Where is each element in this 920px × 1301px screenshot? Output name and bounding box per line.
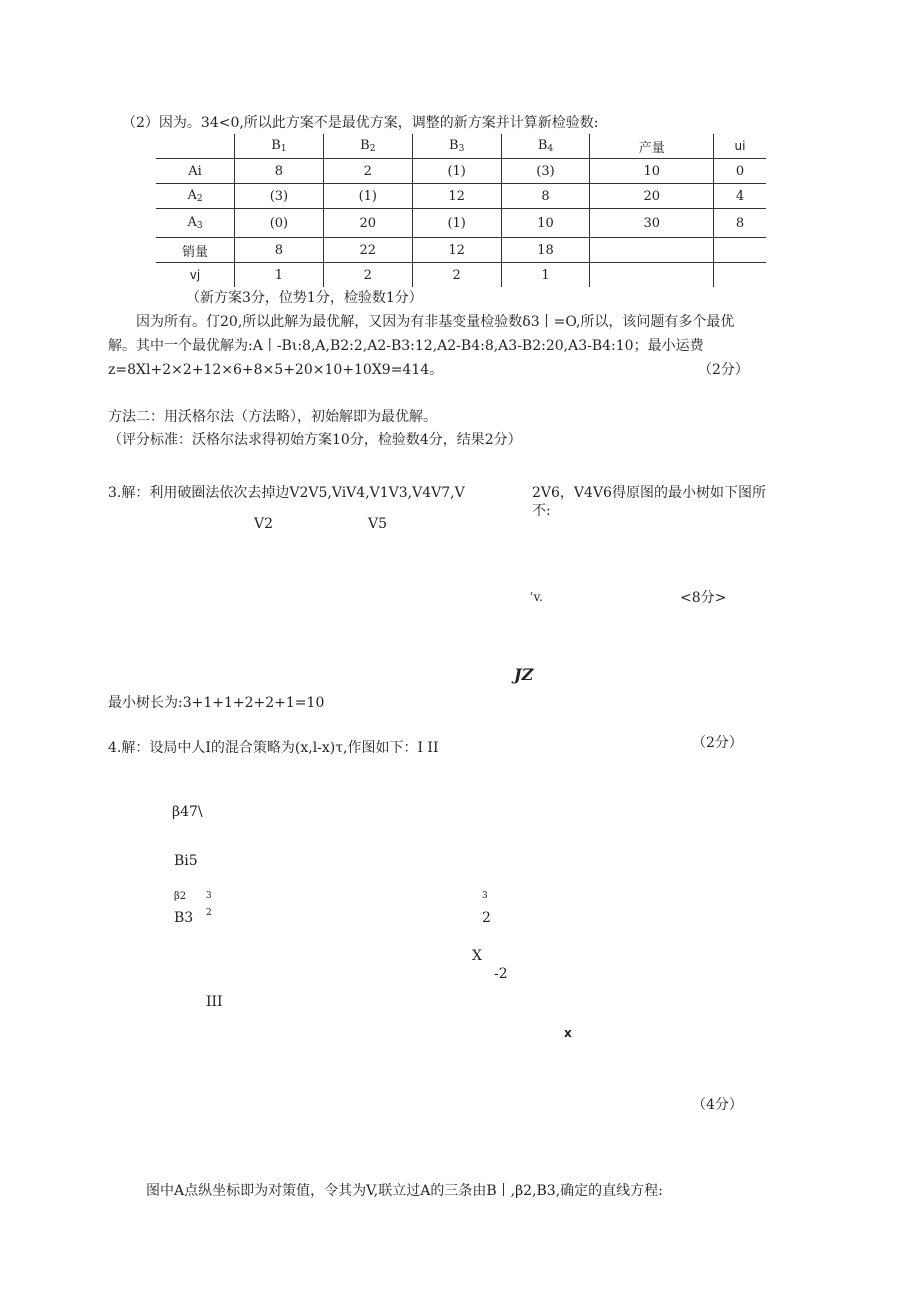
table-cell: 2 <box>412 263 501 288</box>
table-cell <box>590 263 714 288</box>
table-cell: (1) <box>412 159 501 184</box>
table-cell: 30 <box>590 209 714 238</box>
conclusion-line1: 因为所有。仃20,所以此解为最优解，又因为有非基变量检验数δ3丨=O,所以，该问题有多个最优 <box>136 314 735 330</box>
table-row <box>156 159 766 184</box>
table-cell: ui <box>714 134 766 159</box>
tree-label-v: ʿv. <box>530 590 543 604</box>
graph-tick-3-right: 3 <box>482 891 488 901</box>
table-row <box>156 209 766 238</box>
table-cell: 销量 <box>156 238 235 263</box>
problem4-intro: 4.解：设局中人I的混合策略为(x,l-x)τ,作图如下：I II <box>108 740 439 756</box>
table-cell: (3) <box>501 159 590 184</box>
graph-axis-x: x <box>564 1026 572 1040</box>
score-label: <8分> <box>680 590 727 606</box>
conclusion-line2: 解。其中一个最优解为:A丨-Bι:8,A,B2:2,A2-B3:12,A2-B4:8,A3-B2:20,A3-B4:10；最小运费 <box>108 338 704 354</box>
tree-length: 最小树长为:3+1+1+2+2+1=10 <box>108 695 325 711</box>
table-cell: 2 <box>323 263 412 288</box>
graph-label-b3: B3 <box>174 910 194 926</box>
table-cell: 8 <box>235 238 324 263</box>
table-row <box>156 238 766 263</box>
table-cell <box>590 238 714 263</box>
table-row <box>156 184 766 209</box>
table-cell: $B_2$ <box>323 134 412 159</box>
graph-label-bi5: Bi5 <box>174 853 198 869</box>
graph-tick-2-left: 2 <box>206 908 212 918</box>
table-row <box>156 263 766 288</box>
table-cell: 0 <box>714 159 766 184</box>
table-cell: 20 <box>323 209 412 238</box>
table-cell: 1 <box>235 263 324 288</box>
table-cell: 10 <box>501 209 590 238</box>
table-cell: vj <box>189 268 201 282</box>
graph-tick-neg2: -2 <box>494 966 508 982</box>
table-cell: 18 <box>501 238 590 263</box>
table-cell: $A_3$ <box>156 209 235 238</box>
graph-tick-3-left: 3 <box>206 891 212 901</box>
graph-tick-2-right: 2 <box>482 910 491 926</box>
table-cell: Ai <box>156 159 235 184</box>
conclusion-line3: z=8Xl+2×2+12×6+8×5+20×10+10X9=414。 <box>108 362 444 378</box>
problem3-text-right-2: 不: <box>532 503 551 519</box>
table-cell: 12 <box>412 184 501 209</box>
problem3-text-right: 2V6，V4V6得原图的最小树如下图所 <box>532 485 766 501</box>
score-label: （2分） <box>692 735 743 751</box>
score-label: （4分） <box>692 1097 743 1113</box>
table-cell: $B_4$ <box>501 134 590 159</box>
score-label: （2分） <box>698 362 749 378</box>
graph-label-iii: III <box>206 994 223 1010</box>
table-cell: 1 <box>501 263 590 288</box>
table-cell <box>714 263 766 288</box>
scoring-note: （新方案3分，位势1分，检验数1分） <box>186 290 423 306</box>
table-cell: 12 <box>412 238 501 263</box>
table-cell: 8 <box>235 159 324 184</box>
tree-label-jz: JZ <box>514 665 534 684</box>
table-cell: 8 <box>501 184 590 209</box>
problem3-text: 3.解：利用破圈法依次去掉边V2V5,ViV4,V1V3,V4V7,V <box>108 485 465 501</box>
table-cell: $A_2$ <box>156 184 235 209</box>
table-cell: 10 <box>590 159 714 184</box>
table-cell: 22 <box>323 238 412 263</box>
tree-label-v2: V2 <box>254 516 274 532</box>
graph-label-b2: β2 <box>174 891 187 902</box>
table-cell: (0) <box>235 209 324 238</box>
problem4-closing: 图中A点纵坐标即为对策值，令其为V,联立过A的三条由B丨,β2,B3,确定的直线方程: <box>146 1183 663 1199</box>
table-header-row <box>156 134 766 159</box>
table-cell: (1) <box>323 184 412 209</box>
section2-intro: （2）因为。34<0,所以此方案不是最优方案，调整的新方案并计算新检验数: <box>122 115 599 131</box>
table-cell <box>156 134 235 159</box>
tree-label-v5: V5 <box>368 516 388 532</box>
table-cell: (1) <box>412 209 501 238</box>
table-cell: 2 <box>323 159 412 184</box>
transport-table <box>156 134 766 287</box>
table-cell: $B_3$ <box>412 134 501 159</box>
graph-label-x: X <box>472 948 482 964</box>
graph-label-b4: β47\ <box>172 804 203 820</box>
method2-line1: 方法二：用沃格尔法（方法略），初始解即为最优解。 <box>108 409 437 425</box>
table-cell: (3) <box>235 184 324 209</box>
table-cell: 8 <box>714 209 766 238</box>
method2-line2: （评分标准：沃格尔法求得初始方案10分，检验数4分，结果2分） <box>108 432 522 448</box>
table-cell: 产量 <box>590 134 714 159</box>
table-cell <box>714 238 766 263</box>
table-cell: 20 <box>590 184 714 209</box>
table-cell: 4 <box>714 184 766 209</box>
table-cell: $B_1$ <box>235 134 324 159</box>
